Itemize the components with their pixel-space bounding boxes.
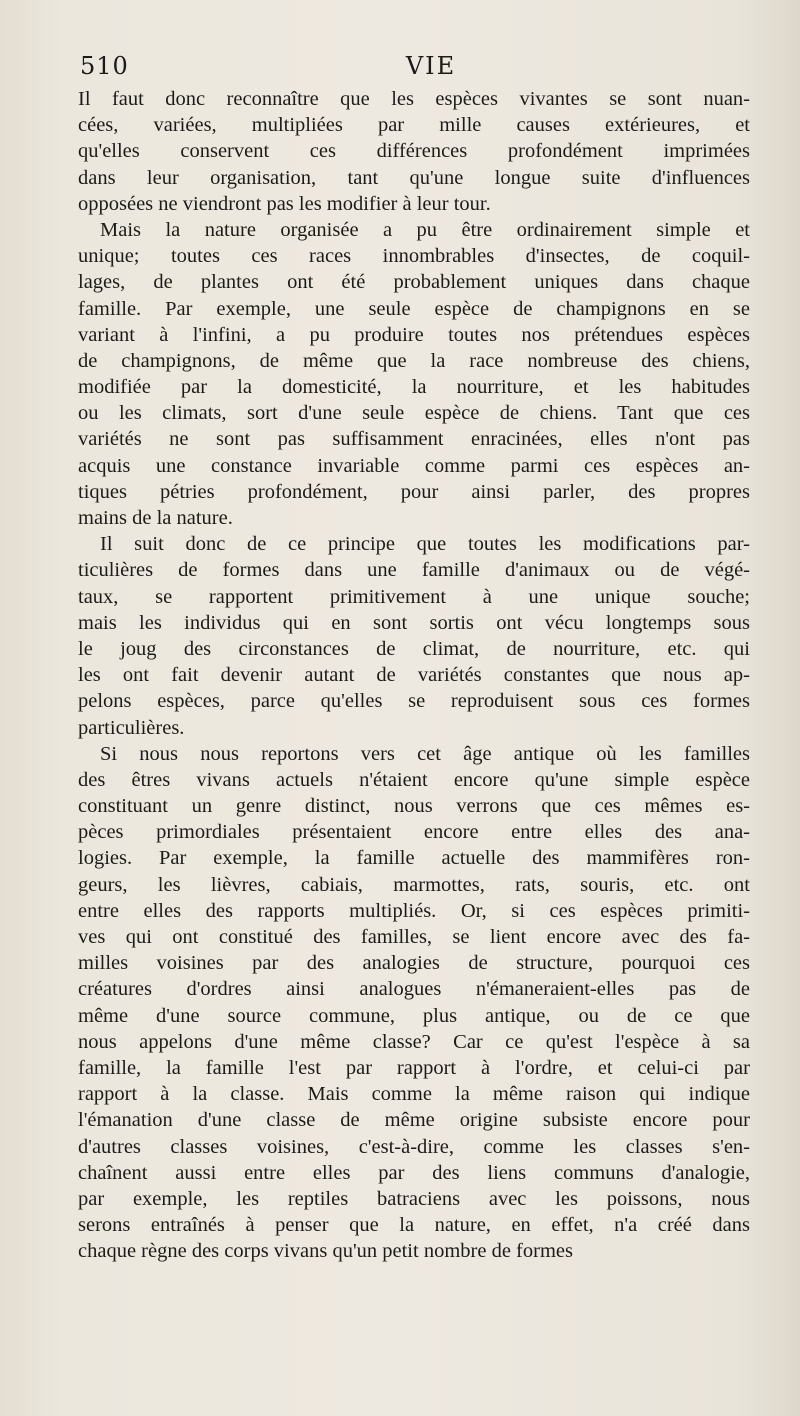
text-line: cées, variées, multipliées par mille causes extérieures, et bbox=[78, 114, 750, 137]
text-line: logies. Par exemple, la famille actuelle des mammifères ron- bbox=[78, 847, 750, 870]
text-line: taux, se rapportent primitivement à une unique souche; bbox=[78, 585, 750, 608]
text-line: entre elles des rapports multipliés. Or, si ces espèces primiti- bbox=[78, 899, 750, 922]
text-line: chaînent aussi entre elles par des liens communs d'analogie, bbox=[78, 1161, 750, 1184]
text-line: nous appelons d'une même classe? Car ce qu'est l'espèce à sa bbox=[78, 1030, 750, 1053]
text-line: mais les individus qui en sont sortis ont vécu longtemps sous bbox=[78, 611, 750, 634]
text-line: l'émanation d'une classe de même origine subsiste encore pour bbox=[78, 1109, 750, 1132]
text-line: Si nous nous reportons vers cet âge antique où les familles bbox=[100, 742, 750, 765]
text-line: tiques pétries profondément, pour ainsi parler, des propres bbox=[78, 480, 750, 503]
page-number: 510 bbox=[80, 52, 129, 80]
text-line: modifiée par la domesticité, la nourriture, et les habitudes bbox=[78, 376, 750, 399]
text-line: unique; toutes ces races innombrables d'insectes, de coquil- bbox=[78, 245, 750, 268]
text-line: famille, la famille l'est par rapport à l'ordre, et celui-ci par bbox=[78, 1056, 750, 1079]
text-line: milles voisines par des analogies de structure, pourquoi ces bbox=[78, 952, 750, 975]
text-line: geurs, les lièvres, cabiais, marmottes, rats, souris, etc. ont bbox=[78, 873, 750, 896]
body-text bbox=[78, 86, 750, 1264]
text-line: pèces primordiales présentaient encore entre elles des ana- bbox=[78, 821, 750, 844]
page-header bbox=[80, 52, 752, 88]
text-line: par exemple, les reptiles batraciens avec les poissons, nous bbox=[78, 1187, 750, 1210]
paragraph bbox=[78, 217, 750, 531]
text-line: variétés ne sont pas suffisamment enracinées, elles n'ont pas bbox=[78, 428, 750, 451]
text-line: rapport à la classe. Mais comme la même raison qui indique bbox=[78, 1083, 750, 1106]
text-line: constituant un genre distinct, nous verrons que ces mêmes es- bbox=[78, 795, 750, 818]
text-line: mains de la nature. bbox=[78, 507, 233, 529]
paragraph bbox=[78, 531, 750, 741]
text-line: dans leur organisation, tant qu'une longue suite d'influences bbox=[78, 166, 750, 189]
text-line: de champignons, de même que la race nombreuse des chiens, bbox=[78, 349, 750, 372]
text-line: ves qui ont constitué des familles, se lient encore avec des fa- bbox=[78, 926, 750, 948]
text-line: particulières. bbox=[78, 716, 185, 739]
text-line: Il suit donc de ce principe que toutes les modifications par- bbox=[100, 533, 750, 556]
text-line: Mais la nature organisée a pu être ordinairement simple et bbox=[100, 218, 750, 241]
text-line: même d'une source commune, plus antique, ou de ce que bbox=[78, 1004, 750, 1027]
text-line: acquis une constance invariable comme parmi ces espèces an- bbox=[78, 454, 750, 477]
text-line: d'autres classes voisines, c'est-à-dire, comme les classes s'en- bbox=[78, 1135, 750, 1158]
text-line: le joug des circonstances de climat, de nourriture, etc. qui bbox=[78, 637, 750, 660]
text-line: Il faut donc reconnaître que les espèces vivantes se sont nuan- bbox=[78, 88, 750, 110]
text-line: ticulières de formes dans une famille d'animaux ou de végé- bbox=[78, 559, 750, 582]
text-line: ou les climats, sort d'une seule espèce de chiens. Tant que ces bbox=[78, 402, 750, 425]
text-line: pelons espèces, parce qu'elles se reproduisent sous ces formes bbox=[78, 690, 750, 713]
text-line: famille. Par exemple, une seule espèce de champignons en se bbox=[78, 297, 750, 320]
text-line: variant à l'infini, a pu produire toutes nos prétendues espèces bbox=[78, 323, 750, 346]
text-line: des êtres vivans actuels n'étaient encore qu'une simple espèce bbox=[78, 768, 750, 791]
text-line: qu'elles conservent ces différences profondément imprimées bbox=[78, 140, 750, 163]
text-line: lages, de plantes ont été probablement uniques dans chaque bbox=[78, 271, 750, 294]
paragraph bbox=[78, 741, 750, 1265]
text-line: chaque règne des corps vivans qu'un petit nombre de formes bbox=[78, 1240, 573, 1263]
running-head: VIE bbox=[405, 52, 457, 80]
text-line: serons entraînés à penser que la nature, en effet, n'a créé dans bbox=[78, 1214, 750, 1237]
text-line: créatures d'ordres ainsi analogues n'émaneraient-elles pas de bbox=[78, 978, 750, 1001]
paragraph bbox=[78, 86, 750, 217]
text-line: les ont fait devenir autant de variétés constantes que nous ap- bbox=[78, 664, 750, 687]
text-line: opposées ne viendront pas les modifier à leur tour. bbox=[78, 192, 491, 215]
